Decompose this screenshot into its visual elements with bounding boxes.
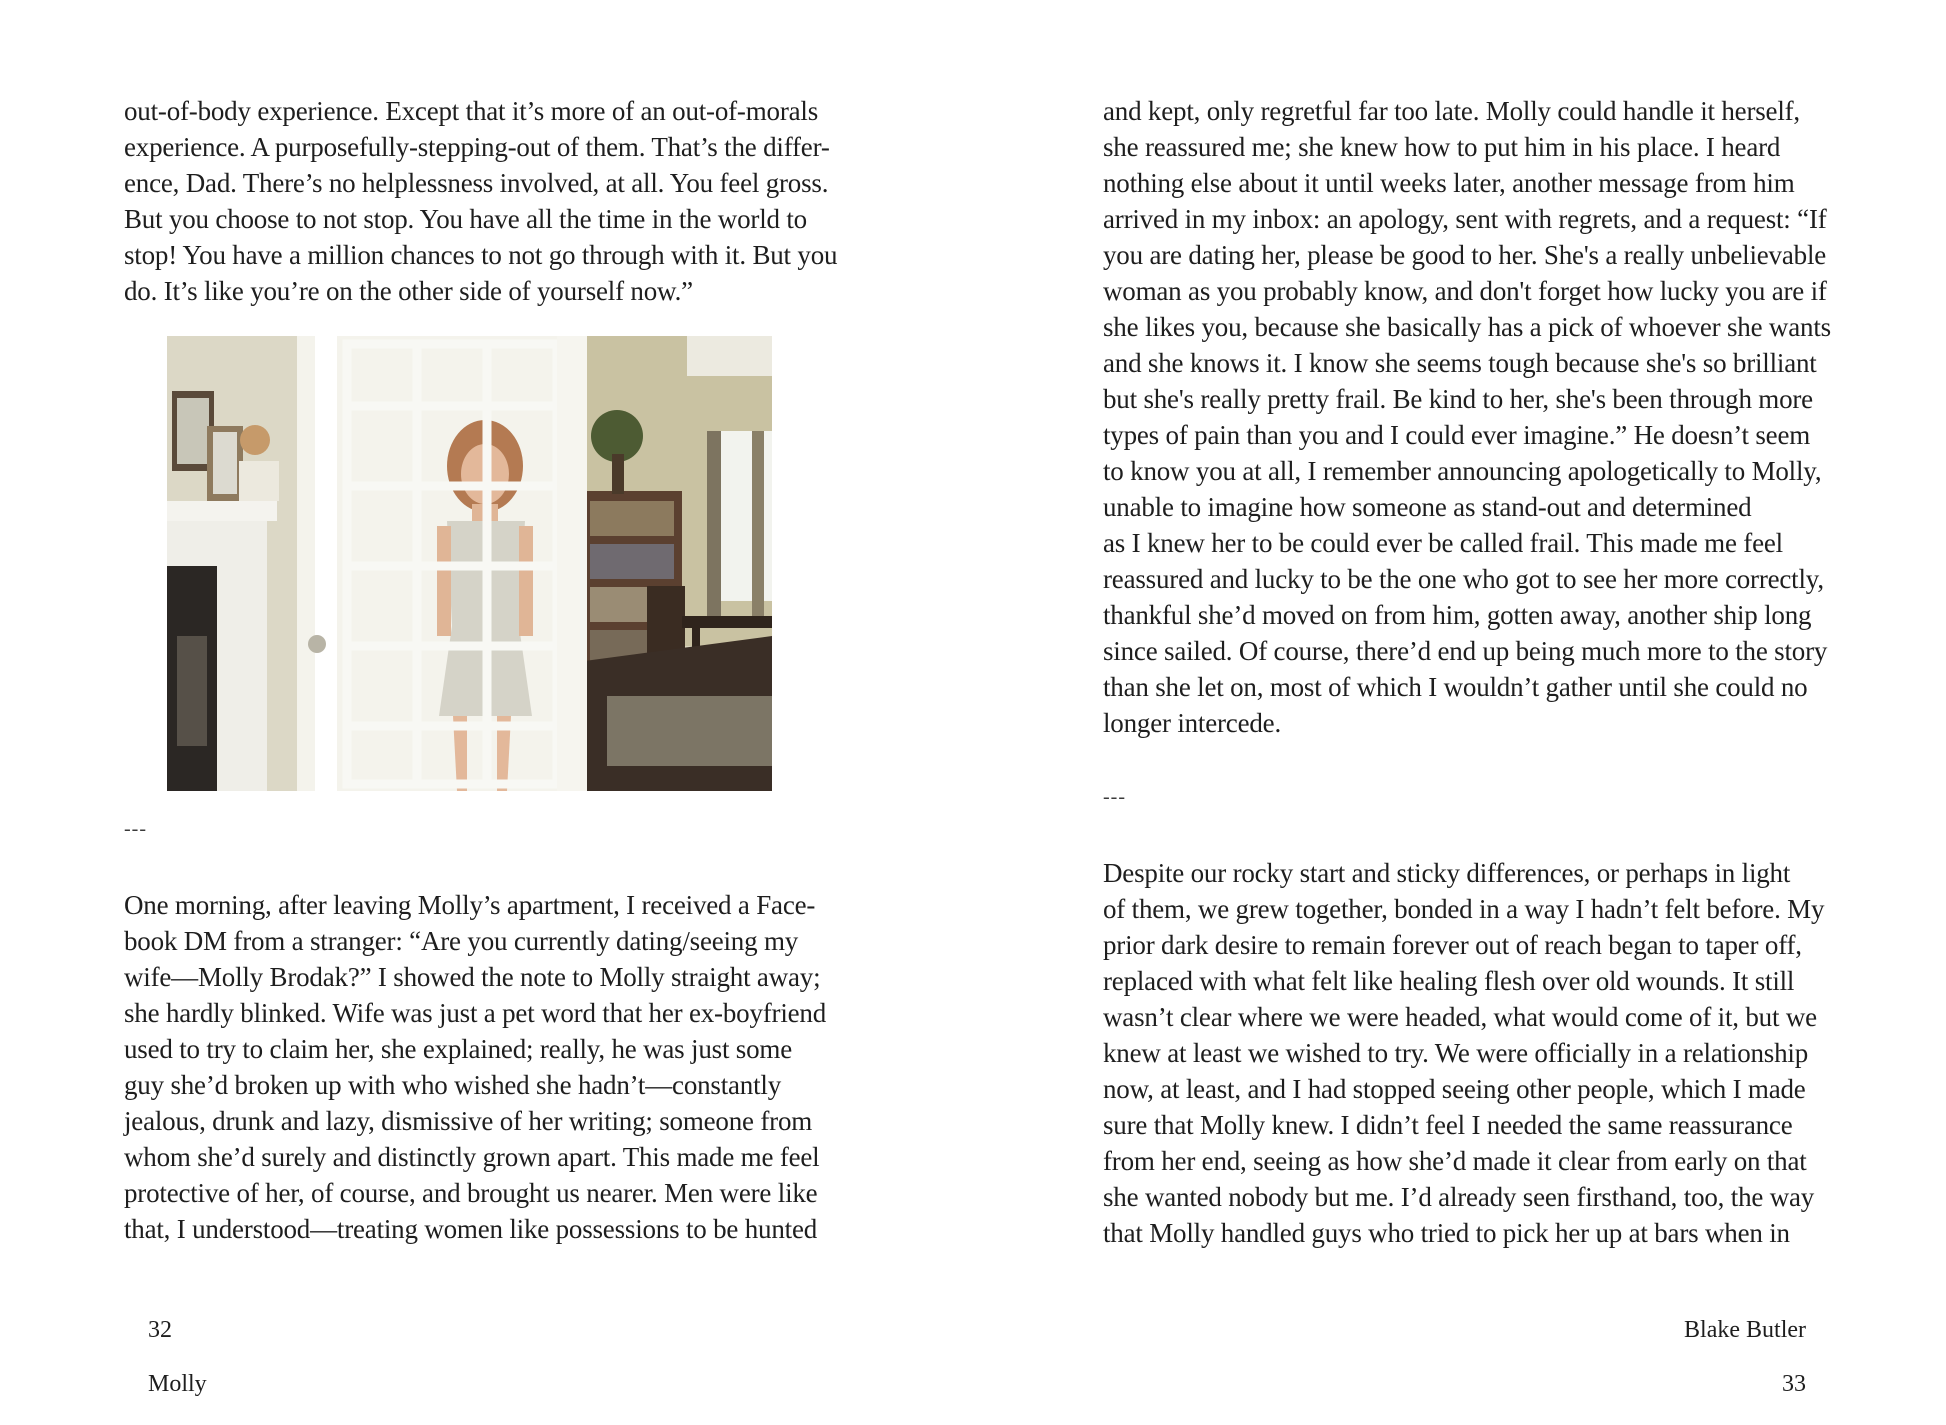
text-line: do. It’s like you’re on the other side of yourself now.” (124, 276, 693, 306)
text-line: she wanted nobody but me. I’d already seen firsthand, too, the way (1103, 1182, 1815, 1212)
text-line: than she let on, most of which I wouldn’t gather until she could no (1103, 672, 1808, 702)
text-line: and she knows it. I know she seems tough because she's so brilliant (1103, 348, 1817, 378)
text-line: whom she’d surely and distinctly grown apart. This made me feel (124, 1142, 820, 1172)
running-head: Molly (148, 1371, 207, 1397)
text-line: that Molly handled guys who tried to pick her up at bars when in (1103, 1218, 1790, 1248)
running-head: Blake Butler (1684, 1317, 1806, 1343)
right-page (973, 0, 1946, 1396)
text-line: she reassured me; she knew how to put him in his place. I heard (1103, 132, 1781, 162)
page-number: 33 (1782, 1371, 1806, 1397)
text-line: since sailed. Of course, there’d end up being much more to the story (1103, 636, 1828, 666)
text-line: experience. A purposefully-stepping-out of them. That’s the differ- (124, 132, 830, 162)
text-line: wife—Molly Brodak?” I showed the note to Molly straight away; (124, 962, 821, 992)
text-line: longer intercede. (1103, 708, 1282, 738)
text-line: guy she’d broken up with who wished she hadn’t—constantly (124, 1070, 782, 1100)
text-line: but she's really pretty frail. Be kind to her, she's been through more (1103, 384, 1813, 414)
text-line: But you choose to not stop. You have all the time in the world to (124, 204, 807, 234)
text-line: jealous, drunk and lazy, dismissive of her writing; someone from (124, 1106, 813, 1136)
text-line: of them, we grew together, bonded in a way I hadn’t felt before. My (1103, 894, 1825, 924)
text-line: thankful she’d moved on from him, gotten away, another ship long (1103, 600, 1812, 630)
text-line: knew at least we wished to try. We were officially in a relationship (1103, 1038, 1809, 1068)
text-line: ence, Dad. There’s no helplessness involved, at all. You feel gross. (124, 168, 829, 198)
text-line: Despite our rocky start and sticky differences, or perhaps in light (1103, 858, 1791, 888)
text-line: you are dating her, please be good to her. She's a really unbelievable (1103, 240, 1827, 270)
text-line: arrived in my inbox: an apology, sent with regrets, and a request: “If (1103, 204, 1827, 234)
text-line: to know you at all, I remember announcing apologetically to Molly, (1103, 456, 1822, 486)
text-line: replaced with what felt like healing flesh over old wounds. It still (1103, 966, 1795, 996)
text-line: nothing else about it until weeks later, another message from him (1103, 168, 1795, 198)
text-line: protective of her, of course, and brought us nearer. Men were like (124, 1178, 818, 1208)
text-line: and kept, only regretful far too late. Molly could handle it herself, (1103, 96, 1800, 126)
text-line: as I knew her to be could ever be called frail. This made me feel (1103, 528, 1783, 558)
text-line: reassured and lucky to be the one who got to see her more correctly, (1103, 564, 1824, 594)
text-line: from her end, seeing as how she’d made it clear from early on that (1103, 1146, 1807, 1176)
section-separator: --- (124, 818, 147, 840)
page-footer (1660, 1290, 1806, 1425)
text-line: that, I understood—treating women like possessions to be hunted (124, 1214, 818, 1244)
text-line: types of pain than you and I could ever imagine.” He doesn’t seem (1103, 420, 1811, 450)
photo-woman-in-doorway (167, 336, 772, 791)
text-line: unable to imagine how someone as stand-out and determined (1103, 492, 1752, 522)
page-footer (124, 1290, 207, 1425)
text-line: used to try to claim her, she explained; really, he was just some (124, 1034, 792, 1064)
text-line: prior dark desire to remain forever out of reach began to taper off, (1103, 930, 1802, 960)
text-line: sure that Molly knew. I didn’t feel I needed the same reassurance (1103, 1110, 1793, 1140)
page-number: 32 (148, 1317, 172, 1343)
text-line: wasn’t clear where we were headed, what would come of it, but we (1103, 1002, 1817, 1032)
text-line: stop! You have a million chances to not go through with it. But you (124, 240, 838, 270)
section-separator: --- (1103, 786, 1126, 808)
text-line: now, at least, and I had stopped seeing other people, which I made (1103, 1074, 1806, 1104)
text-line: she hardly blinked. Wife was just a pet word that her ex-boyfriend (124, 998, 827, 1028)
text-line: out-of-body experience. Except that it’s more of an out-of-morals (124, 96, 819, 126)
text-line: woman as you probably know, and don't forget how lucky you are if (1103, 276, 1827, 306)
text-line: One morning, after leaving Molly’s apartment, I received a Face- (124, 890, 816, 920)
text-line: she likes you, because she basically has a pick of whoever she wants (1103, 312, 1831, 342)
left-page (0, 0, 973, 1396)
text-line: book DM from a stranger: “Are you currently dating/seeing my (124, 926, 799, 956)
